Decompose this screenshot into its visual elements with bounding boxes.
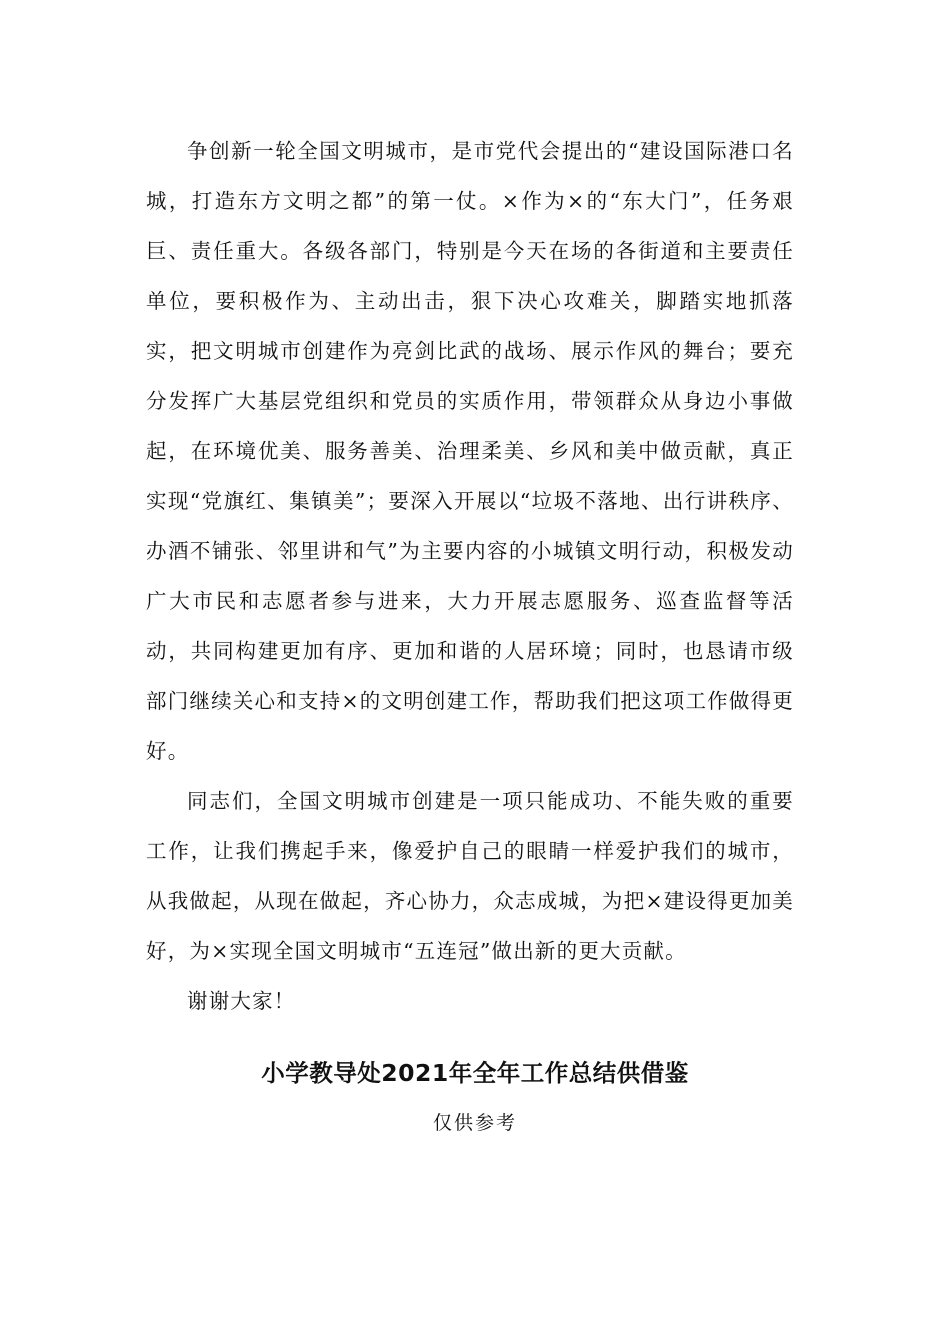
paragraph: 争创新一轮全国文明城市，是市党代会提出的“建设国际港口名城，打造东方文明之都”的第一仗。×作为×的“东大门”，任务艰巨、责任重大。各级各部门，特别是今天在场的各街道和主要责任单位，要积极作为、主动出击，狠下决心攻难关，脚踏实地抓落实，把文明城市创建作为亮剑比武的战场、展示作风的舞台；要充分发挥广大基层党组织和党员的实质作用，带领群众从身边小事做起，在环境优美、服务善美、治理柔美、乡风和美中做贡献，真正实现“党旗红、集镇美”；要深入开展以“垃圾不落地、出行讲秩序、办酒不铺张、邻里讲和气”为主要内容的小城镇文明行动，积极发动广大市民和志愿者参与进来，大力开展志愿服务、巡查监督等活动，共同构建更加有序、更加和谐的人居环境；同时，也恳请市级部门继续关心和支持×的文明创建工作，帮助我们把这项工作做得更好。 — [146, 139, 794, 763]
paragraph: 同志们，全国文明城市创建是一项只能成功、不能失败的重要工作，让我们携起手来，像爱护自己的眼睛一样爱护我们的城市，从我做起，从现在做起，齐心协力，众志成城，为把×建设得更加美好，为×实现全国文明城市“五连冠”做出新的更大贡献。 — [146, 789, 794, 963]
closing-line: 谢谢大家！ — [187, 989, 296, 1013]
next-document-title: 小学教导处2021年全年工作总结供借鉴 — [261, 1059, 689, 1087]
next-document-subtitle: 仅供参考 — [432, 1112, 517, 1134]
document-body — [146, 126, 794, 1026]
